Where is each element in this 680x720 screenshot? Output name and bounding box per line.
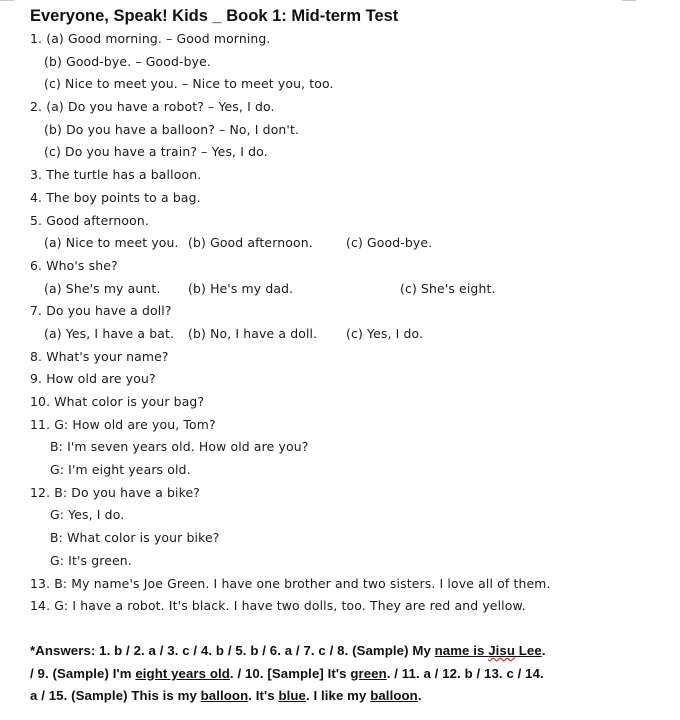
question-4: 4. The boy points to a bag.	[30, 189, 201, 205]
answer-name-is: name is	[434, 642, 489, 658]
question-11-line1: 11. G: How old are you, Tom?	[30, 416, 216, 432]
question-10: 10. What color is your bag?	[30, 394, 205, 409]
question-7-stem: 7. Do you have a doll?	[30, 303, 172, 319]
question-14: 14. G: I have a robot. It's black. I have two dolls, too. They are red and yellow.	[30, 598, 526, 614]
answer-line-1	[30, 640, 640, 663]
question-12-line1: 12. B: Do you have a bike?	[30, 484, 201, 500]
question-9: 9. How old are you?	[30, 371, 156, 387]
answer-eight-years-old: eight years old	[135, 665, 230, 681]
question-12-line4: G: It's green.	[50, 552, 132, 568]
question-5-options	[30, 232, 640, 255]
option-6b: (b) He's my dad.	[188, 280, 294, 296]
question-11-line3: G: I'm eight years old.	[50, 462, 191, 478]
page-corner-mark-left	[0, 0, 14, 1]
answer-line-2	[30, 663, 640, 686]
answer-text: .	[541, 642, 546, 658]
answer-line-3	[30, 685, 640, 708]
question-7-options	[30, 323, 640, 346]
answer-text: . It's	[248, 688, 279, 704]
question-12-line3: B: What color is your bike?	[50, 530, 220, 546]
answer-balloon: balloon	[200, 688, 249, 704]
question-1c: (c) Nice to meet you. – Nice to meet you, too.	[44, 76, 334, 92]
question-8: 8. What's your name?	[30, 348, 169, 364]
answer-lee: Lee	[515, 642, 542, 658]
answer-key	[30, 640, 640, 708]
question-2a: 2. (a) Do you have a robot? – Yes, I do.	[30, 99, 275, 115]
question-13: 13. B: My name's Joe Green. I have one brother and two sisters. I love all of them.	[30, 575, 551, 591]
question-1a: 1. (a) Good morning. – Good morning.	[30, 31, 271, 46]
question-2c: (c) Do you have a train? – Yes, I do.	[44, 144, 268, 160]
answer-text: / 9. (Sample) I'm	[30, 665, 136, 681]
answer-underline	[435, 643, 542, 658]
question-11-line2: B: I'm seven years old. How old are you?	[50, 439, 309, 455]
answer-blue: blue	[278, 688, 306, 704]
answer-text: *Answers: 1. b / 2. a / 3. c / 4. b / 5. b / 6. a / 7. c / 8. (Sample) My	[30, 642, 435, 658]
question-2b: (b) Do you have a balloon? – No, I don't.	[44, 121, 300, 137]
answer-text: .	[417, 688, 422, 704]
option-7b: (b) No, I have a doll.	[188, 325, 318, 341]
option-7c: (c) Yes, I do.	[346, 325, 424, 341]
question-3: 3. The turtle has a balloon.	[30, 167, 202, 183]
test-document	[30, 4, 640, 708]
answer-balloon: balloon	[370, 688, 418, 704]
option-5b: (b) Good afternoon.	[188, 235, 313, 251]
answer-jisu: Jisu	[488, 642, 516, 658]
answer-text: a / 15. (Sample) This is my	[30, 688, 201, 704]
question-1b: (b) Good-bye. – Good-bye.	[44, 53, 212, 69]
option-6c: (c) She's eight.	[400, 280, 496, 296]
answer-text: . I like my	[305, 688, 371, 704]
answer-text: . / 10. [Sample] It's	[229, 665, 351, 681]
answer-green: green	[350, 665, 387, 681]
answer-text: . / 11. a / 12. b / 13. c / 14.	[386, 665, 544, 681]
question-12-line2: G: Yes, I do.	[50, 507, 125, 523]
option-7a: (a) Yes, I have a bat.	[44, 325, 175, 341]
option-6a: (a) She's my aunt.	[44, 280, 161, 296]
page-title: Everyone, Speak! Kids _ Book 1: Mid-term Test	[30, 7, 399, 25]
question-5-stem: 5. Good afternoon.	[30, 212, 149, 228]
question-6-stem: 6. Who's she?	[30, 257, 118, 273]
option-5a: (a) Nice to meet you.	[44, 235, 179, 251]
question-6-options	[30, 278, 640, 301]
option-5c: (c) Good-bye.	[346, 235, 433, 251]
page-corner-mark-right	[622, 0, 636, 1]
